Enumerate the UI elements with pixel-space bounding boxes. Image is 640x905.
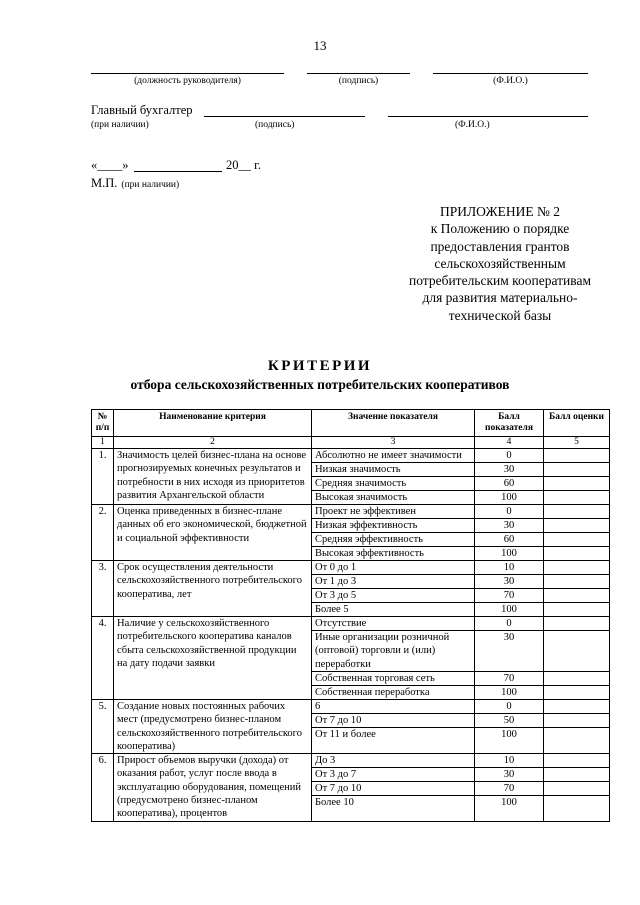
criterion-number: 5.	[92, 700, 114, 754]
appendix-line: к Положению о порядке	[430, 221, 570, 237]
value-score: 0	[506, 701, 512, 712]
value-score: 100	[475, 795, 543, 809]
rating-subcell	[544, 602, 609, 616]
criterion-values	[312, 449, 475, 505]
value-label: Высокая значимость	[312, 490, 474, 504]
chief-accountant-label: Главный бухгалтер	[91, 103, 193, 117]
criterion-values	[312, 617, 475, 700]
value-score: 100	[475, 546, 543, 560]
rating-subcell	[544, 781, 609, 795]
signature-line	[307, 73, 410, 74]
criterion-name: Наличие у сельскохозяйственного потребительского кооператива каналов сбыта сельскохозяйственной продукции на дату подачи заявки	[114, 617, 312, 700]
value-label: До 3	[315, 755, 336, 767]
rating-cell	[544, 617, 610, 700]
value-label: От 7 до 10	[312, 713, 474, 727]
criterion-name: Создание новых постоянных рабочих мест (предусмотрено бизнес-планом сельскохозяйственного потребительского кооператива)	[114, 700, 312, 754]
appendix-block	[384, 203, 616, 324]
table-row	[92, 449, 610, 505]
rating-subcell	[544, 462, 609, 476]
value-score: 100	[475, 602, 543, 616]
caption-position: (должность руководителя)	[134, 76, 241, 86]
criterion-scores	[475, 449, 544, 505]
value-label: Средняя эффективность	[312, 532, 474, 546]
value-score: 30	[475, 462, 543, 476]
criterion-number: 6.	[92, 754, 114, 821]
header-value: Значение показателя	[312, 410, 475, 437]
value-score: 30	[475, 574, 543, 588]
caption-if-any: (при наличии)	[91, 120, 149, 130]
column-number: 5	[544, 437, 610, 449]
criterion-scores	[475, 617, 544, 700]
caption-fio-2: (Ф.И.О.)	[455, 120, 490, 130]
rating-subcell	[544, 561, 609, 574]
table-row	[92, 617, 610, 700]
header-rating: Балл оценки	[544, 410, 610, 437]
value-label: 6	[315, 701, 321, 712]
seal-row	[91, 174, 179, 192]
seal-note: (при наличии)	[121, 180, 180, 190]
caption-signature-2: (подпись)	[255, 120, 295, 130]
appendix-line: ПРИЛОЖЕНИЕ № 2	[439, 204, 561, 219]
position-line	[91, 73, 284, 74]
rating-cell	[544, 449, 610, 505]
rating-subcell	[544, 532, 609, 546]
criterion-values	[312, 561, 475, 617]
rating-subcell	[544, 795, 609, 809]
date-day: «____»	[91, 158, 129, 172]
header-score: Балл показателя	[475, 410, 544, 437]
criterion-number: 4.	[92, 617, 114, 700]
value-label: От 11 и более	[312, 727, 474, 741]
page-number: 13	[313, 38, 327, 53]
criteria-table	[91, 409, 610, 822]
table-row	[92, 561, 610, 617]
value-score: 0	[506, 450, 512, 461]
rating-subcell	[544, 546, 609, 560]
value-label: Средняя значимость	[312, 476, 474, 490]
rating-subcell	[544, 617, 609, 630]
value-label: Отсутствие	[315, 618, 367, 629]
column-number: 3	[312, 437, 475, 449]
value-label: Низкая эффективность	[312, 518, 474, 532]
value-score: 30	[475, 518, 543, 532]
value-score: 70	[475, 781, 543, 795]
value-label: Собственная торговая сеть	[312, 671, 474, 685]
criterion-name: Оценка приведенных в бизнес-плане данных об его экономической, бюджетной и социальной эффективности	[114, 505, 312, 561]
value-label: Низкая значимость	[312, 462, 474, 476]
criterion-values	[312, 700, 475, 754]
criteria-body	[92, 449, 610, 822]
value-label: Проект не эффективен	[315, 506, 416, 517]
table-row	[92, 505, 610, 561]
rating-subcell	[544, 518, 609, 532]
rating-subcell	[544, 700, 609, 713]
value-label: От 3 до 7	[312, 767, 474, 781]
date-year: 20__ г.	[226, 158, 261, 172]
rating-subcell	[544, 727, 609, 741]
value-score: 30	[475, 767, 543, 781]
rating-subcell	[544, 588, 609, 602]
criterion-name: Значимость целей бизнес-плана на основе прогнозируемых конечных результатов и потребности в них исходя из приоритетов развития Архангельской области	[114, 449, 312, 505]
rating-subcell	[544, 685, 609, 699]
value-label: Иные организации розничной (оптовой) торговли и (или) переработки	[312, 630, 474, 671]
value-score: 10	[503, 755, 515, 767]
value-label: От 0 до 1	[315, 562, 357, 573]
accountant-signature-line	[204, 116, 365, 117]
value-score: 70	[475, 588, 543, 602]
criterion-scores	[475, 561, 544, 617]
rating-cell	[544, 700, 610, 754]
value-score: 100	[475, 490, 543, 504]
table-header-row	[92, 410, 610, 437]
value-score: 10	[503, 562, 515, 573]
criterion-values	[312, 505, 475, 561]
value-score: 60	[475, 476, 543, 490]
rating-cell	[544, 754, 610, 821]
column-number-row	[92, 437, 610, 449]
seal-label: М.П.	[91, 176, 118, 190]
value-label: От 1 до 3	[312, 574, 474, 588]
rating-subcell	[544, 671, 609, 685]
fio-line	[433, 73, 588, 74]
criterion-number: 2.	[92, 505, 114, 561]
value-label: От 7 до 10	[312, 781, 474, 795]
value-score: 50	[475, 713, 543, 727]
rating-cell	[544, 505, 610, 561]
rating-subcell	[544, 767, 609, 781]
value-score: 0	[506, 618, 512, 629]
rating-subcell	[544, 490, 609, 504]
appendix-line: потребительским кооперативам	[408, 273, 591, 289]
value-score: 0	[506, 506, 512, 517]
rating-subcell	[544, 476, 609, 490]
criterion-number: 3.	[92, 561, 114, 617]
document-title: КРИТЕРИИ	[267, 358, 373, 374]
column-number: 1	[92, 437, 114, 449]
value-score: 30	[475, 630, 543, 671]
criterion-name: Срок осуществления деятельности сельскохозяйственного потребительского кооператива, лет	[114, 561, 312, 617]
rating-cell	[544, 561, 610, 617]
caption-signature: (подпись)	[338, 76, 379, 86]
criterion-name: Прирост объемов выручки (дохода) от оказания работ, услуг после ввода в эксплуатацию оборудования, помещений (предусмотрено бизнес-планом кооператива), процентов	[114, 754, 312, 821]
header-criterion: Наименование критерия	[114, 410, 312, 437]
table-row	[92, 700, 610, 754]
table-row	[92, 754, 610, 821]
rating-subcell	[544, 713, 609, 727]
rating-subcell	[544, 754, 609, 767]
header-num: № п/п	[92, 410, 114, 437]
appendix-line: предоставления грантов	[430, 238, 570, 254]
value-label: Более 10	[312, 795, 474, 809]
date-month-line	[134, 171, 222, 172]
rating-subcell	[544, 505, 609, 518]
value-score: 70	[475, 671, 543, 685]
value-label: Высокая эффективность	[312, 546, 474, 560]
column-number: 2	[114, 437, 312, 449]
value-label: Абсолютно не имеет значимости	[315, 450, 462, 461]
value-label: Более 5	[312, 602, 474, 616]
value-score: 60	[475, 532, 543, 546]
document-subtitle: отбора сельскохозяйственных потребительских кооперативов	[130, 377, 510, 392]
value-score: 100	[475, 685, 543, 699]
criterion-scores	[475, 505, 544, 561]
rating-subcell	[544, 630, 609, 671]
criterion-scores	[475, 754, 544, 821]
rating-subcell	[544, 574, 609, 588]
caption-fio: (Ф.И.О.)	[493, 76, 528, 86]
column-number: 4	[475, 437, 544, 449]
rating-subcell	[544, 449, 609, 462]
value-label: От 3 до 5	[312, 588, 474, 602]
criterion-scores	[475, 700, 544, 754]
value-score: 100	[475, 727, 543, 741]
value-label: Собственная переработка	[312, 685, 474, 699]
appendix-line: технической базы	[448, 307, 552, 323]
accountant-fio-line	[388, 116, 588, 117]
appendix-line: сельскохозяйственным	[434, 255, 566, 271]
criterion-number: 1.	[92, 449, 114, 505]
appendix-line: для развития материально-	[422, 290, 578, 306]
criterion-values	[312, 754, 475, 821]
